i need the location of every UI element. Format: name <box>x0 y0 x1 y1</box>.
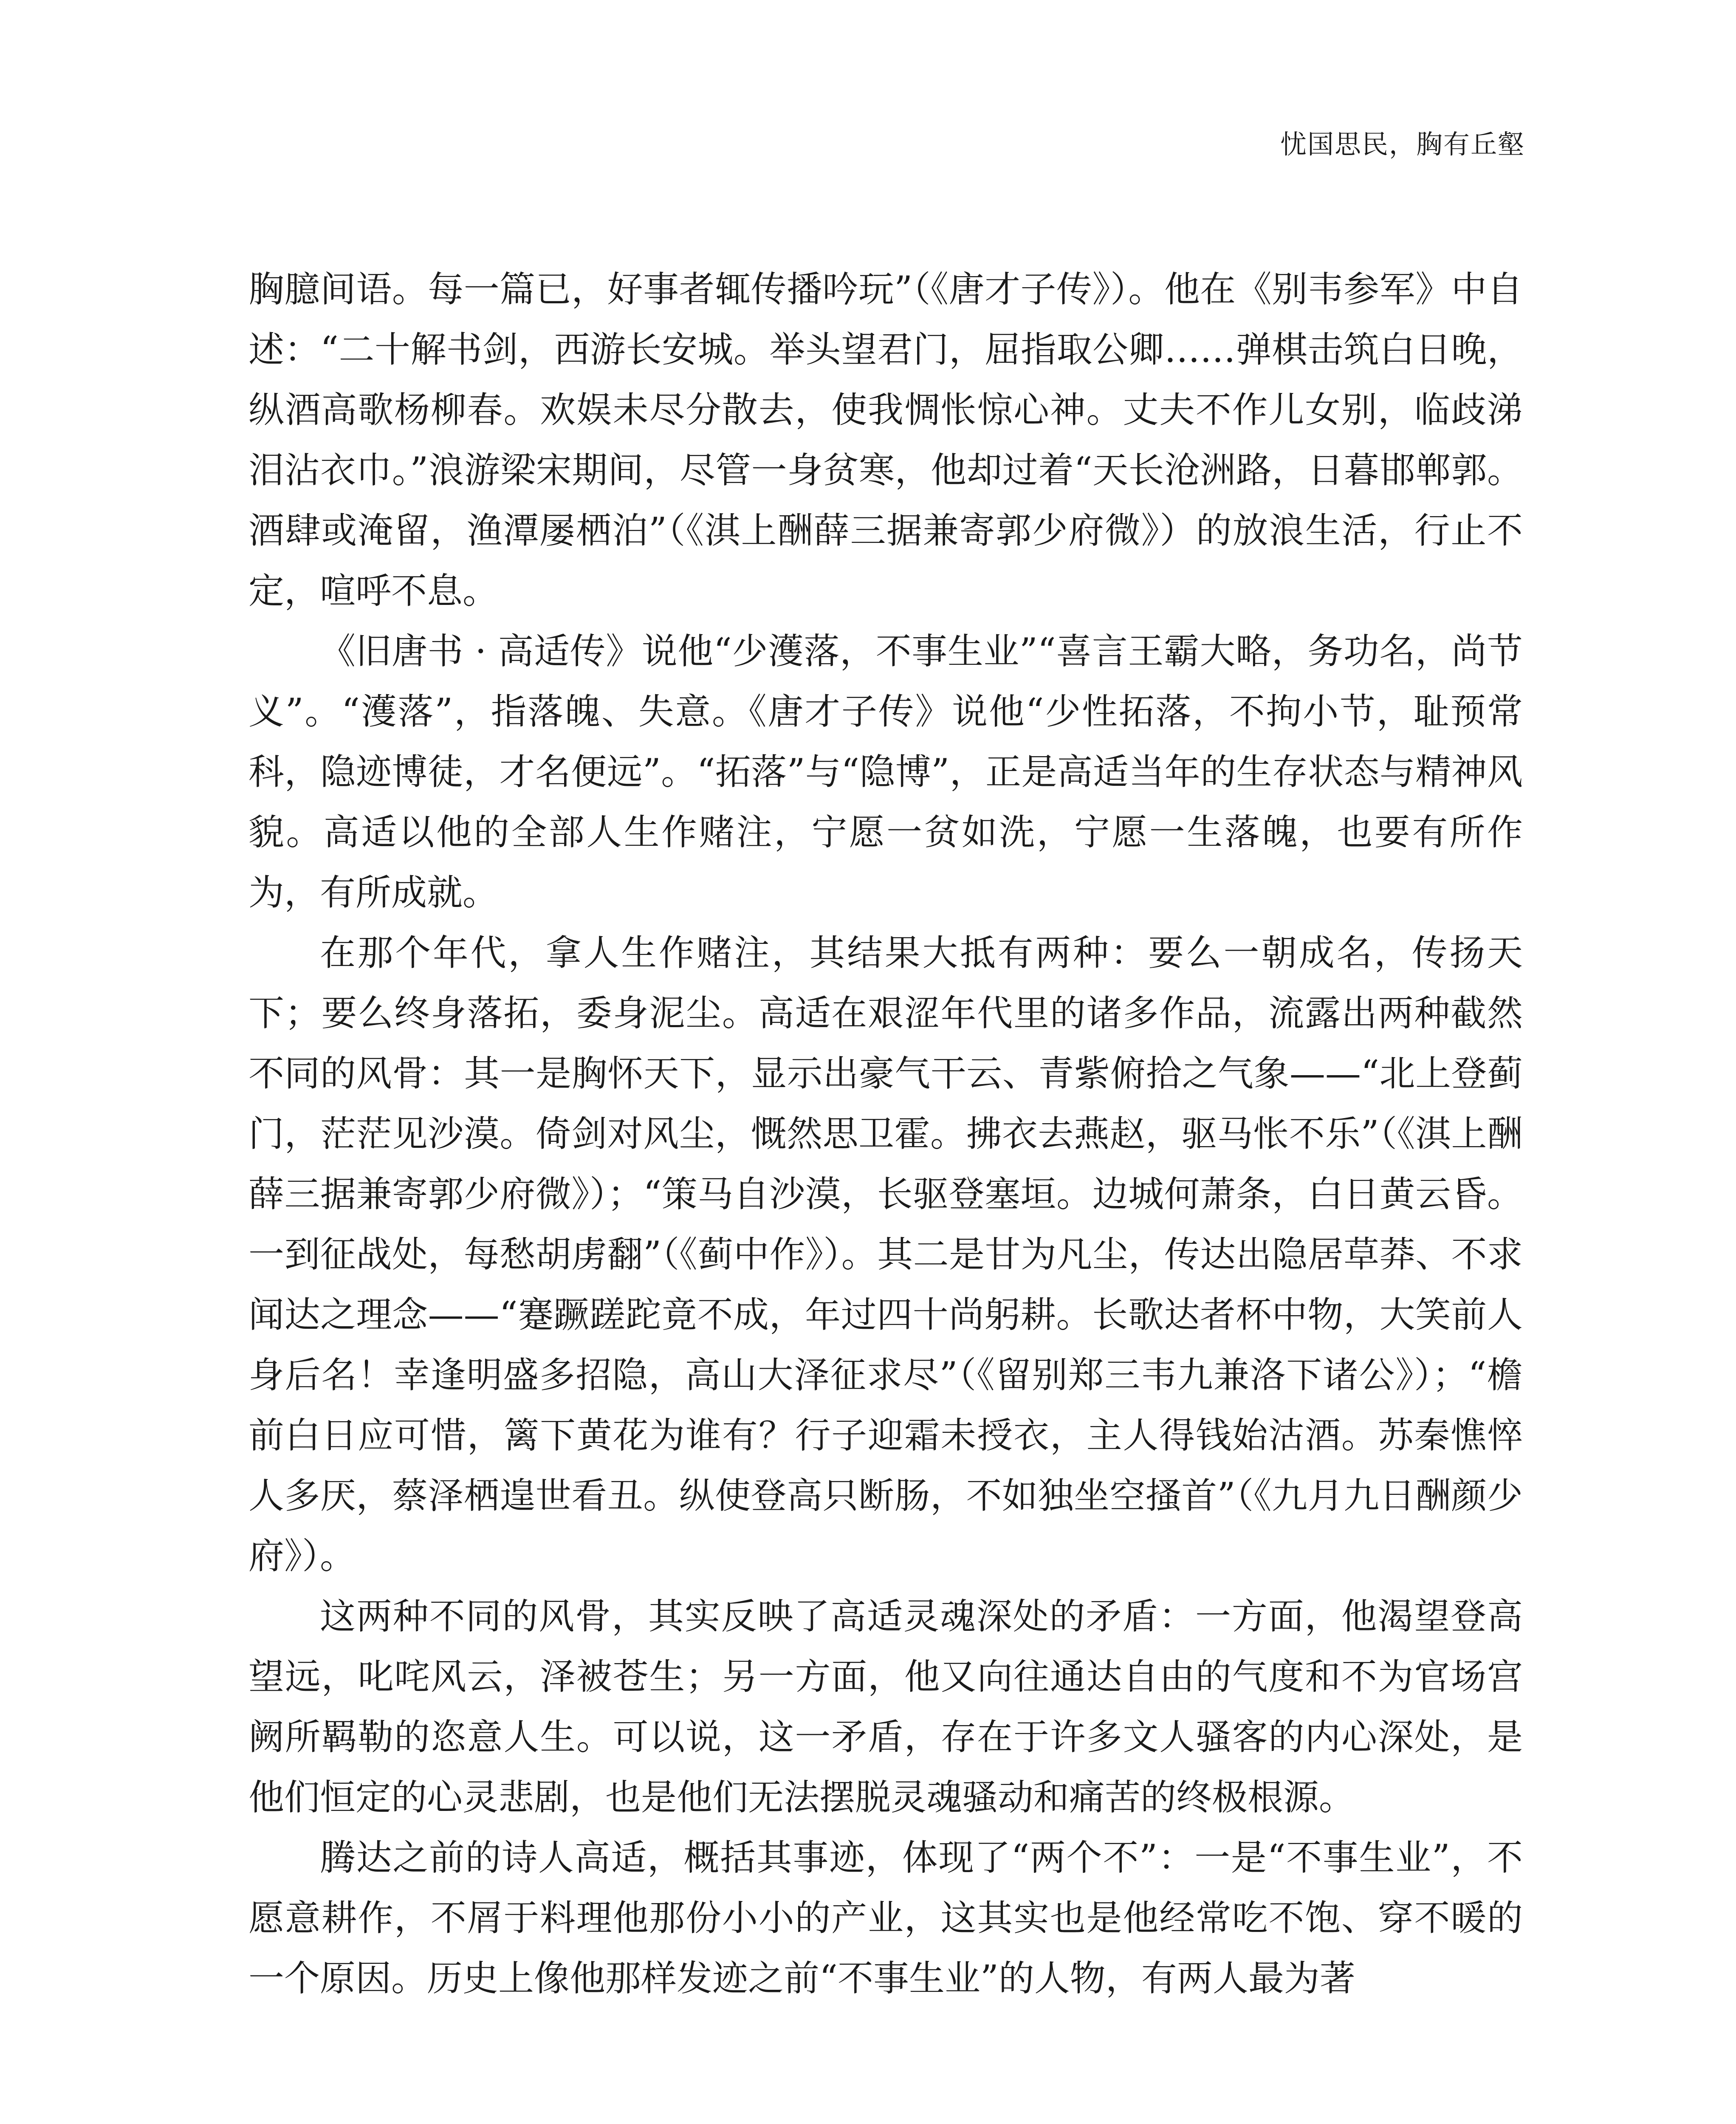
paragraph-1: 胸臆间语。每一篇已，好事者辄传播吟玩”（《唐才子传》）。他在《别韦参军》中自述：“二十解书剑，西游长安城。举头望君门，屈指取公卿……弹棋击筑白日晚，纵酒高歌杨柳春。欢娱未尽分散去，使我惆怅惊心神。丈夫不作儿女别，临歧涕泪沾衣巾。”浪游梁宋期间，尽管一身贫寒，他却过着“天长沧洲路，日暮邯郸郭。酒肆或淹留，渔潭屡栖泊”（《淇上酬薛三据兼寄郭少府微》）的放浪生活，行止不定，喧呼不息。 <box>248 268 1523 612</box>
paragraph-3: 在那个年代，拿人生作赌注，其结果大抵有两种：要么一朝成名，传扬天下；要么终身落拓，委身泥尘。高适在艰涩年代里的诸多作品，流露出两种截然不同的风骨：其一是胸怀天下，显示出豪气干云、青紫俯拾之气象——“北上登蓟门，茫茫见沙漠。倚剑对风尘，慨然思卫霍。拂衣去燕赵，驱马怅不乐”（《淇上酬薛三据兼寄郭少府微》）；“策马自沙漠，长驱登塞垣。边城何萧条，白日黄云昏。一到征战处，每愁胡虏翻”（《蓟中作》）。其二是甘为凡尘，传达出隐居草莽、不求闻达之理念——“蹇蹶蹉跎竟不成，年过四十尚躬耕。长歌达者杯中物，大笑前人身后名！幸逢明盛多招隐，高山大泽征求尽”（《留别郑三韦九兼洛下诸公》）；“檐前白日应可惜，篱下黄花为谁有？行子迎霜未授衣，主人得钱始沽酒。苏秦憔悴人多厌，蔡泽栖遑世看丑。纵使登高只断肠，不如独坐空搔首”（《九月九日酬颜少府》）。 <box>248 932 1523 1577</box>
paragraph-4: 这两种不同的风骨，其实反映了高适灵魂深处的矛盾：一方面，他渴望登高望远，叱咤风云，泽被苍生；另一方面，他又向往通达自由的气度和不为官场宫阙所羁勒的恣意人生。可以说，这一矛盾，存在于许多文人骚客的内心深处，是他们恒定的心灵悲剧，也是他们无法摆脱灵魂骚动和痛苦的终极根源。 <box>248 1596 1523 1818</box>
paragraph-5: 腾达之前的诗人高适，概括其事迹，体现了“两个不”：一是“不事生业”，不愿意耕作，不屑于料理他那份小小的产业，这其实也是他经常吃不饱、穿不暖的一个原因。历史上像他那样发迹之前“不事生业”的人物，有两人最为著 <box>248 1837 1523 1999</box>
body-text <box>248 259 1523 2008</box>
paragraph-2: 《旧唐书 · 高适传》说他“少濩落，不事生业”“喜言王霸大略，务功名，尚节义”。“濩落”，指落魄、失意。《唐才子传》说他“少性拓落，不拘小节，耻预常科，隐迹博徒，才名便远”。“拓落”与“隐博”，正是高适当年的生存状态与精神风貌。高适以他的全部人生作赌注，宁愿一贫如洗，宁愿一生落魄，也要有所作为，有所成就。 <box>248 630 1523 913</box>
running-header: 忧国思民，胸有丘壑 <box>1280 129 1525 160</box>
